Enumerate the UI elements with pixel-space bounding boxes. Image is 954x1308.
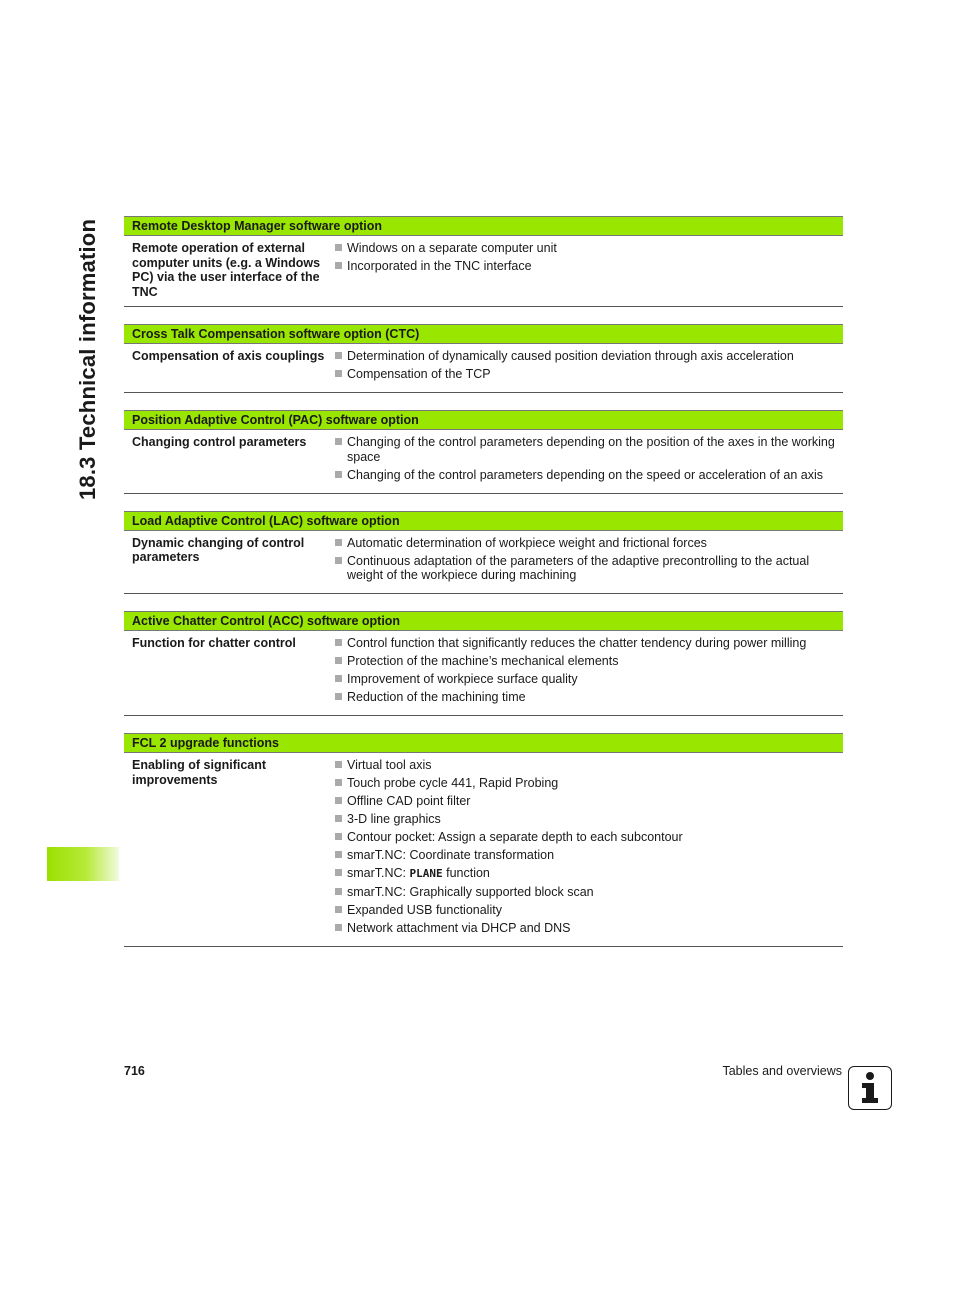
section-body xyxy=(124,631,843,715)
list-item-text: Changing of the control parameters depending on the position of the axes in the working space xyxy=(347,435,835,464)
square-bullet-icon xyxy=(335,779,342,786)
list-item xyxy=(335,776,837,791)
list-item xyxy=(335,367,837,382)
list-item xyxy=(335,435,837,464)
square-bullet-icon xyxy=(335,471,342,478)
section-header: Cross Talk Compensation software option (CTC) xyxy=(124,324,843,344)
feature-label: Remote operation of external computer units (e.g. a Windows PC) via the user interface of the TNC xyxy=(132,241,321,299)
list-item-text: 3-D line graphics xyxy=(347,812,441,826)
section-body xyxy=(124,344,843,392)
section-body xyxy=(124,236,843,306)
section-header: FCL 2 upgrade functions xyxy=(124,733,843,753)
square-bullet-icon xyxy=(335,657,342,664)
square-bullet-icon xyxy=(335,557,342,564)
list-item xyxy=(335,921,837,936)
list-item xyxy=(335,672,837,687)
spec-section xyxy=(124,410,843,494)
section-header: Remote Desktop Manager software option xyxy=(124,216,843,236)
square-bullet-icon xyxy=(335,675,342,682)
spec-section xyxy=(124,216,843,307)
content-area xyxy=(124,216,843,964)
list-item xyxy=(335,536,837,551)
section-body xyxy=(124,430,843,493)
list-item xyxy=(335,794,837,809)
square-bullet-icon xyxy=(335,815,342,822)
list-item-text: Offline CAD point filter xyxy=(347,794,471,808)
square-bullet-icon xyxy=(335,797,342,804)
list-item-text: Control function that significantly reduces the chatter tendency during power milling xyxy=(347,636,807,650)
list-item xyxy=(335,241,837,256)
square-bullet-icon xyxy=(335,869,342,876)
chapter-name: Tables and overviews xyxy=(722,1064,842,1078)
list-item-text: smarT.NC: Coordinate transformation xyxy=(347,848,555,862)
square-bullet-icon xyxy=(335,906,342,913)
page-number: 716 xyxy=(124,1064,145,1078)
list-item-text: Virtual tool axis xyxy=(347,758,432,772)
list-item xyxy=(335,654,837,669)
feature-label: Compensation of axis couplings xyxy=(132,349,325,363)
square-bullet-icon xyxy=(335,693,342,700)
list-item-text: Incorporated in the TNC interface xyxy=(347,259,532,273)
square-bullet-icon xyxy=(335,438,342,445)
list-item-text: Protection of the machine’s mechanical elements xyxy=(347,654,619,668)
spec-section xyxy=(124,611,843,716)
list-item xyxy=(335,554,837,583)
list-item xyxy=(335,866,837,882)
section-header: Active Chatter Control (ACC) software option xyxy=(124,611,843,631)
feature-list xyxy=(335,240,843,299)
list-item xyxy=(335,468,837,483)
list-item-text: Compensation of the TCP xyxy=(347,367,491,381)
section-body xyxy=(124,753,843,946)
section-header: Position Adaptive Control (PAC) software option xyxy=(124,410,843,430)
feature-list xyxy=(335,434,843,486)
feature-list xyxy=(335,348,843,385)
list-item xyxy=(335,259,837,274)
square-bullet-icon xyxy=(335,833,342,840)
feature-list xyxy=(335,635,843,708)
info-icon xyxy=(848,1066,892,1110)
square-bullet-icon xyxy=(335,262,342,269)
section-header: Load Adaptive Control (LAC) software option xyxy=(124,511,843,531)
chapter-tab-marker xyxy=(47,847,119,881)
list-item-text: Expanded USB functionality xyxy=(347,903,502,917)
spec-section xyxy=(124,324,843,393)
list-item xyxy=(335,848,837,863)
list-item xyxy=(335,812,837,827)
list-item xyxy=(335,636,837,651)
list-item-text: Improvement of workpiece surface quality xyxy=(347,672,578,686)
list-item xyxy=(335,349,837,364)
feature-list xyxy=(335,535,843,587)
list-item-text: Reduction of the machining time xyxy=(347,690,526,704)
list-item-text: smarT.NC: xyxy=(347,866,410,880)
square-bullet-icon xyxy=(335,851,342,858)
spec-section xyxy=(124,733,843,947)
list-item xyxy=(335,885,837,900)
square-bullet-icon xyxy=(335,352,342,359)
square-bullet-icon xyxy=(335,761,342,768)
list-item-text: Changing of the control parameters depending on the speed or acceleration of an axis xyxy=(347,467,824,482)
spec-section xyxy=(124,511,843,595)
list-item-text: Network attachment via DHCP and DNS xyxy=(347,921,571,935)
square-bullet-icon xyxy=(335,539,342,546)
section-body xyxy=(124,531,843,594)
list-item xyxy=(335,690,837,705)
list-item-text: Windows on a separate computer unit xyxy=(347,241,557,255)
square-bullet-icon xyxy=(335,888,342,895)
list-item xyxy=(335,830,837,845)
list-item xyxy=(335,758,837,773)
square-bullet-icon xyxy=(335,244,342,251)
feature-list xyxy=(335,757,843,939)
feature-label: Changing control parameters xyxy=(132,435,307,449)
list-item-text: Continuous adaptation of the parameters of the adaptive precontrolling to the actual weight of the workpiece during machining xyxy=(347,553,810,582)
list-item-text: function xyxy=(442,866,490,880)
square-bullet-icon xyxy=(335,639,342,646)
feature-label: Function for chatter control xyxy=(132,636,296,650)
list-item-text: Automatic determination of workpiece weight and frictional forces xyxy=(347,535,707,550)
list-item-text: Touch probe cycle 441, Rapid Probing xyxy=(347,776,559,790)
feature-label: Enabling of significant improvements xyxy=(132,758,267,787)
square-bullet-icon xyxy=(335,370,342,377)
list-item-text: smarT.NC: Graphically supported block scan xyxy=(347,885,594,899)
feature-label: Dynamic changing of control parameters xyxy=(132,535,305,564)
info-icon-glyph xyxy=(849,1067,890,1108)
chapter-side-title: 18.3 Technical information xyxy=(75,218,100,500)
list-item-text: Determination of dynamically caused position deviation through axis acceleration xyxy=(347,349,794,363)
list-item-text: Contour pocket: Assign a separate depth to each subcontour xyxy=(347,830,683,844)
code-keyword: PLANE xyxy=(409,867,443,880)
list-item xyxy=(335,903,837,918)
square-bullet-icon xyxy=(335,924,342,931)
